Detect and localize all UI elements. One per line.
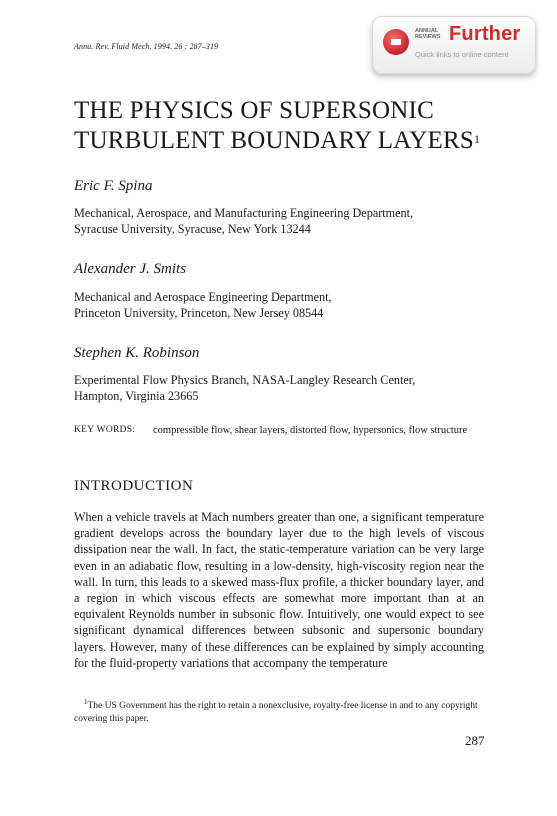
title-footnote-mark: 1 (473, 132, 481, 146)
author-name: Eric F. Spina (74, 178, 153, 194)
footnote: $^1$The US Government has the right to retain a nonexclusive, royalty-free license in and to any copyright covering this paper. (74, 698, 478, 724)
key-words-label: KEY WORDS: (74, 425, 136, 435)
page-number: 287 (465, 733, 485, 748)
author-name: Alexander J. Smits (74, 261, 187, 277)
annual-reviews-logo-icon (383, 29, 409, 55)
annual-reviews-label: ANNUAL REVIEWS (415, 28, 441, 40)
section-heading: INTRODUCTION (74, 478, 194, 494)
intro-paragraph: When a vehicle travels at Mach numbers greater than one, a significant temperature gradient develops across the boundary layer due to the high levels of viscous dissipation near the wall. In fact, the static-temperature variation can be very large even in an adiabatic flow, resulting in a low-density, high-viscosity region near the wall. In turn, this leads to a skewed mass-flux profile, a thicker boundary layer, and a region in which viscous effects are somewhat more important than at an equivalent Reynolds number in subsonic flow. Intuitively, one would expect to see significant dynamical differences between subsonic and supersonic boundary layers. However, many of these differences can be explained by simply accounting for the fluid-property variations that accompany the temperature (74, 510, 484, 670)
author-affiliation: Mechanical, Aerospace, and Manufacturing Engineering Department, Syracuse University, Syracuse, New York 13244 (74, 206, 414, 236)
author-name: Stephen K. Robinson (74, 345, 200, 361)
article-title: THE PHYSICS OF SUPERSONIC TURBULENT BOUNDARY LAYERS$^1$ (74, 97, 481, 154)
annual-reviews-further-badge[interactable] (372, 16, 536, 74)
further-wordmark: Further (449, 23, 521, 45)
journal-citation: Annu. Rev. Fluid Mech. 1994. 26 : 287–319 (74, 42, 219, 51)
author-affiliation: Mechanical and Aerospace Engineering Department, Princeton University, Princeton, New Jersey 08544 (74, 290, 332, 320)
further-tagline: Quick links to online content (415, 50, 509, 59)
author-affiliation: Experimental Flow Physics Branch, NASA-Langley Research Center, Hampton, Virginia 23665 (74, 373, 416, 403)
footnote-mark: 1 (84, 698, 88, 706)
key-words-list: compressible flow, shear layers, distorted flow, hypersonics, flow structure (153, 425, 468, 436)
